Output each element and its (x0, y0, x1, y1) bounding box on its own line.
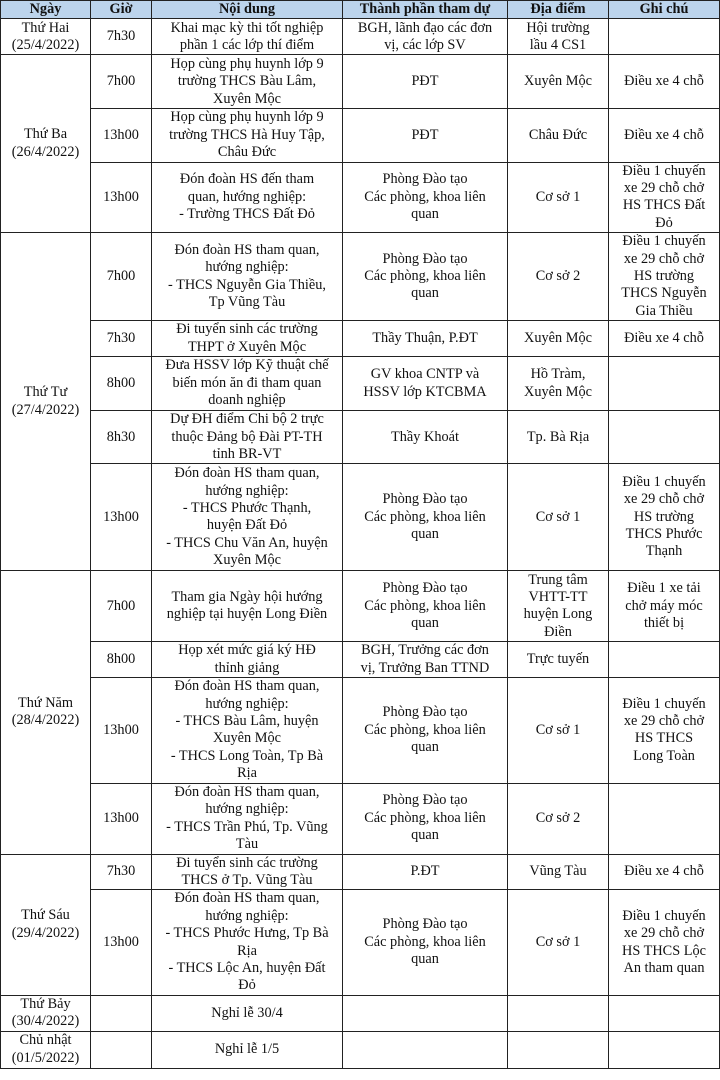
content-cell: Đưa HSSV lớp Kỹ thuật chế biến món ăn đi tham quan doanh nghiệp (152, 357, 343, 411)
day-cell: Thứ Ba (26/4/2022) (1, 55, 91, 233)
participants-cell: Phòng Đào tạo Các phòng, khoa liên quan (343, 571, 508, 642)
participants-cell: Phòng Đào tạo Các phòng, khoa liên quan (343, 162, 508, 233)
table-row (1, 411, 720, 464)
note-cell: Điều 1 xe tải chở máy móc thiết bị (609, 571, 720, 642)
time-cell: 13h00 (91, 162, 152, 233)
table-row (1, 678, 720, 783)
header-time: Giờ (91, 1, 152, 19)
content-cell: Đón đoàn HS đến tham quan, hướng nghiệp: - Trường THCS Đất Đỏ (152, 162, 343, 233)
time-cell: 13h00 (91, 464, 152, 571)
participants-cell: PĐT (343, 55, 508, 109)
table-row (1, 642, 720, 678)
content-cell: Họp cùng phụ huynh lớp 9 trường THCS Bàu Lâm, Xuyên Mộc (152, 55, 343, 109)
table-row (1, 854, 720, 890)
time-cell: 8h00 (91, 642, 152, 678)
location-cell: Cơ sở 2 (508, 233, 609, 321)
time-cell: 8h30 (91, 411, 152, 464)
location-cell: Tp. Bà Rịa (508, 411, 609, 464)
location-cell: Hội trường lầu 4 CS1 (508, 19, 609, 55)
day-cell: Chủ nhật (01/5/2022) (1, 1031, 91, 1068)
time-cell: 7h00 (91, 571, 152, 642)
content-cell: Tham gia Ngày hội hướng nghiệp tại huyện Long Điền (152, 571, 343, 642)
day-cell: Thứ Năm (28/4/2022) (1, 571, 91, 854)
location-cell: Vũng Tàu (508, 854, 609, 890)
location-cell: Xuyên Mộc (508, 55, 609, 109)
time-cell: 13h00 (91, 783, 152, 854)
participants-cell: BGH, Trưởng các đơn vị, Trưởng Ban TTND (343, 642, 508, 678)
time-cell: 7h30 (91, 321, 152, 357)
table-row (1, 233, 720, 321)
note-cell (609, 357, 720, 411)
note-cell: Điều 1 chuyến xe 29 chỗ chở HS trường THCS Phước Thạnh (609, 464, 720, 571)
table-row (1, 357, 720, 411)
participants-cell: P.ĐT (343, 854, 508, 890)
participants-cell: Phòng Đào tạo Các phòng, khoa liên quan (343, 783, 508, 854)
content-cell: Khai mạc kỳ thi tốt nghiệp phần 1 các lớp thí điểm (152, 19, 343, 55)
day-cell: Thứ Bảy (30/4/2022) (1, 995, 91, 1031)
location-cell (508, 1031, 609, 1068)
header-content: Nội dung (152, 1, 343, 19)
content-cell: Đi tuyển sinh các trường THPT ở Xuyên Mộc (152, 321, 343, 357)
location-cell: Châu Đức (508, 109, 609, 162)
note-cell: Điều xe 4 chỗ (609, 854, 720, 890)
header-note: Ghi chú (609, 1, 720, 19)
day-cell: Thứ Hai (25/4/2022) (1, 19, 91, 55)
table-row (1, 890, 720, 995)
content-cell: Đón đoàn HS tham quan, hướng nghiệp: - THCS Trần Phú, Tp. Vũng Tàu (152, 783, 343, 854)
location-cell: Hồ Tràm, Xuyên Mộc (508, 357, 609, 411)
location-cell: Cơ sở 1 (508, 678, 609, 783)
participants-cell: Thầy Khoát (343, 411, 508, 464)
location-cell: Cơ sở 2 (508, 783, 609, 854)
header-participants: Thành phần tham dự (343, 1, 508, 19)
time-cell: 8h00 (91, 357, 152, 411)
participants-cell: BGH, lãnh đạo các đơn vị, các lớp SV (343, 19, 508, 55)
header-location: Địa điểm (508, 1, 609, 19)
participants-cell: Phòng Đào tạo Các phòng, khoa liên quan (343, 233, 508, 321)
time-cell: 7h00 (91, 55, 152, 109)
content-cell: Đón đoàn HS tham quan, hướng nghiệp: - THCS Phước Hưng, Tp Bà Rịa - THCS Lộc An, huyện Đất Đỏ (152, 890, 343, 995)
location-cell: Xuyên Mộc (508, 321, 609, 357)
table-row (1, 162, 720, 233)
participants-cell: PĐT (343, 109, 508, 162)
content-cell: Đón đoàn HS tham quan, hướng nghiệp: - THCS Bàu Lâm, huyện Xuyên Mộc - THCS Long Toàn, Tp Bà Rịa (152, 678, 343, 783)
content-cell: Nghỉ lễ 1/5 (152, 1031, 343, 1068)
content-cell: Đón đoàn HS tham quan, hướng nghiệp: - THCS Nguyễn Gia Thiều, Tp Vũng Tàu (152, 233, 343, 321)
table-row (1, 55, 720, 109)
time-cell: 7h30 (91, 854, 152, 890)
note-cell: Điều 1 chuyến xe 29 chỗ chở HS THCS Lộc An tham quan (609, 890, 720, 995)
content-cell: Nghỉ lễ 30/4 (152, 995, 343, 1031)
time-cell: 13h00 (91, 890, 152, 995)
content-cell: Họp cùng phụ huynh lớp 9 trường THCS Hà Huy Tập, Châu Đức (152, 109, 343, 162)
schedule-body (1, 19, 720, 1068)
day-cell: Thứ Tư (27/4/2022) (1, 233, 91, 571)
table-row (1, 995, 720, 1031)
table-row (1, 321, 720, 357)
location-cell: Cơ sở 1 (508, 464, 609, 571)
participants-cell (343, 1031, 508, 1068)
location-cell: Cơ sở 1 (508, 162, 609, 233)
time-cell: 13h00 (91, 109, 152, 162)
time-cell: 7h00 (91, 233, 152, 321)
time-cell (91, 995, 152, 1031)
table-row (1, 109, 720, 162)
note-cell (609, 642, 720, 678)
participants-cell: Thầy Thuận, P.ĐT (343, 321, 508, 357)
content-cell: Đón đoàn HS tham quan, hướng nghiệp: - THCS Phước Thạnh, huyện Đất Đỏ - THCS Chu Văn An, huyện Xuyên Mộc (152, 464, 343, 571)
note-cell (609, 19, 720, 55)
note-cell (609, 1031, 720, 1068)
note-cell: Điều 1 chuyến xe 29 chỗ chở HS THCS Đất Đỏ (609, 162, 720, 233)
note-cell (609, 411, 720, 464)
content-cell: Dự ĐH điểm Chi bộ 2 trực thuộc Đảng bộ Đài PT-TH tỉnh BR-VT (152, 411, 343, 464)
content-cell: Họp xét mức giá ký HĐ thỉnh giảng (152, 642, 343, 678)
content-cell: Đi tuyển sinh các trường THCS ở Tp. Vũng Tàu (152, 854, 343, 890)
time-cell: 7h30 (91, 19, 152, 55)
note-cell: Điều 1 chuyến xe 29 chỗ chở HS THCS Long Toàn (609, 678, 720, 783)
time-cell (91, 1031, 152, 1068)
note-cell: Điều 1 chuyến xe 29 chỗ chở HS trường THCS Nguyễn Gia Thiều (609, 233, 720, 321)
header-row (1, 1, 720, 19)
note-cell (609, 995, 720, 1031)
time-cell: 13h00 (91, 678, 152, 783)
table-row (1, 571, 720, 642)
table-row (1, 19, 720, 55)
table-row (1, 464, 720, 571)
day-cell: Thứ Sáu (29/4/2022) (1, 854, 91, 995)
location-cell (508, 995, 609, 1031)
header-day: Ngày (1, 1, 91, 19)
participants-cell: Phòng Đào tạo Các phòng, khoa liên quan (343, 678, 508, 783)
location-cell: Trung tâm VHTT-TT huyện Long Điền (508, 571, 609, 642)
table-row (1, 783, 720, 854)
location-cell: Trực tuyến (508, 642, 609, 678)
location-cell: Cơ sở 1 (508, 890, 609, 995)
participants-cell (343, 995, 508, 1031)
participants-cell: GV khoa CNTP và HSSV lớp KTCBMA (343, 357, 508, 411)
table-row (1, 1031, 720, 1068)
note-cell: Điều xe 4 chỗ (609, 55, 720, 109)
participants-cell: Phòng Đào tạo Các phòng, khoa liên quan (343, 464, 508, 571)
note-cell: Điều xe 4 chỗ (609, 109, 720, 162)
note-cell: Điều xe 4 chỗ (609, 321, 720, 357)
participants-cell: Phòng Đào tạo Các phòng, khoa liên quan (343, 890, 508, 995)
note-cell (609, 783, 720, 854)
